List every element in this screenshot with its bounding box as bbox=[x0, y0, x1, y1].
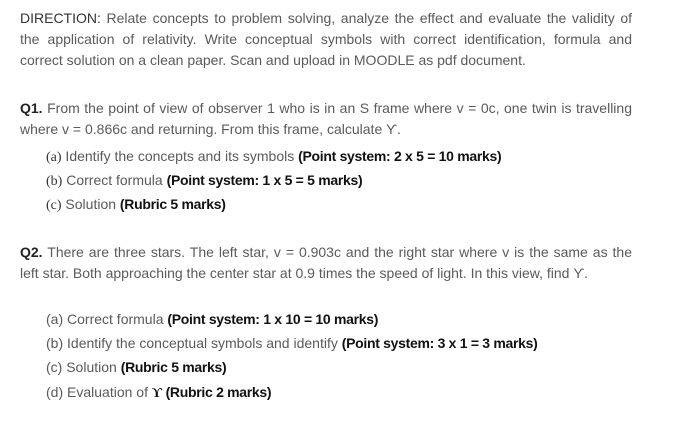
q1-part-c-marks: (Rubric 5 marks) bbox=[119, 196, 226, 212]
q1-part-b bbox=[46, 170, 362, 192]
q2-paragraph bbox=[20, 242, 632, 284]
q1-text-after: . bbox=[396, 121, 401, 137]
q2-part-a bbox=[46, 309, 378, 329]
direction-paragraph bbox=[20, 8, 632, 71]
q2-text-after: . bbox=[584, 265, 589, 281]
direction-text: Relate concepts to problem solving, analyze the effect and evaluate the validity of the application of relativity. Write conceptual symbols with correct identification, formula and correct solution on a clean paper. Scan and upload in MOODLE as pdf document. bbox=[20, 10, 632, 68]
q1-part-c bbox=[46, 194, 226, 216]
q1-part-c-label: (c) bbox=[46, 198, 62, 213]
q1-part-b-text: Correct formula bbox=[62, 172, 167, 188]
q2-part-b bbox=[46, 333, 537, 353]
q1-number: Q1. bbox=[20, 100, 43, 116]
q1-part-b-marks: (Point system: 1 x 5 = 5 marks) bbox=[166, 172, 363, 188]
direction-label: DIRECTION: bbox=[20, 10, 101, 26]
q2-part-b-text: Identify the conceptual symbols and identify bbox=[63, 335, 342, 351]
q2-part-a-marks: (Point system: 1 x 10 = 10 marks) bbox=[167, 311, 379, 327]
q2-number: Q2. bbox=[20, 244, 43, 260]
q2-part-c-text: Solution bbox=[62, 359, 121, 375]
q2-part-a-text: Correct formula bbox=[63, 311, 168, 327]
q2-part-c bbox=[46, 357, 226, 377]
q2-text-before: There are three stars. The left star, v = 0.903c and the right star where v is the same as the left star. Both approaching the center star at 0.9 times the speed of light. In this view, find bbox=[20, 244, 632, 281]
q2-part-d-label: (d) bbox=[46, 384, 64, 400]
q1-part-a-marks: (Point system: 2 x 5 = 10 marks) bbox=[298, 148, 502, 164]
q1-part-c-text: Solution bbox=[61, 196, 120, 212]
q1-part-a-text: Identify the concepts and its symbols bbox=[61, 148, 299, 164]
q1-part-a-label: (a) bbox=[46, 150, 62, 165]
q2-part-d-marks: (Rubric 2 marks) bbox=[161, 384, 272, 400]
q2-part-c-label: (c) bbox=[46, 359, 63, 375]
q1-symbol: ϒ bbox=[386, 121, 397, 137]
q1-paragraph bbox=[20, 98, 632, 140]
q2-symbol: ϒ bbox=[573, 265, 585, 281]
q2-part-b-label: (b) bbox=[46, 335, 64, 351]
q2-part-d-symbol: ϒ bbox=[151, 386, 162, 401]
q1-text-before: From the point of view of observer 1 who is in an S frame where v = 0c, one twin is travelling where v = 0.866c and returning. From this frame, calculate bbox=[20, 100, 632, 137]
q1-part-a bbox=[46, 146, 501, 168]
q2-part-a-label: (a) bbox=[46, 311, 64, 327]
q2-part-c-marks: (Rubric 5 marks) bbox=[120, 359, 227, 375]
q1-part-b-label: (b) bbox=[46, 174, 63, 189]
q2-part-d bbox=[46, 382, 271, 404]
q2-part-b-marks: (Point system: 3 x 1 = 3 marks) bbox=[341, 335, 538, 351]
q2-part-d-text: Evaluation of bbox=[63, 384, 152, 400]
